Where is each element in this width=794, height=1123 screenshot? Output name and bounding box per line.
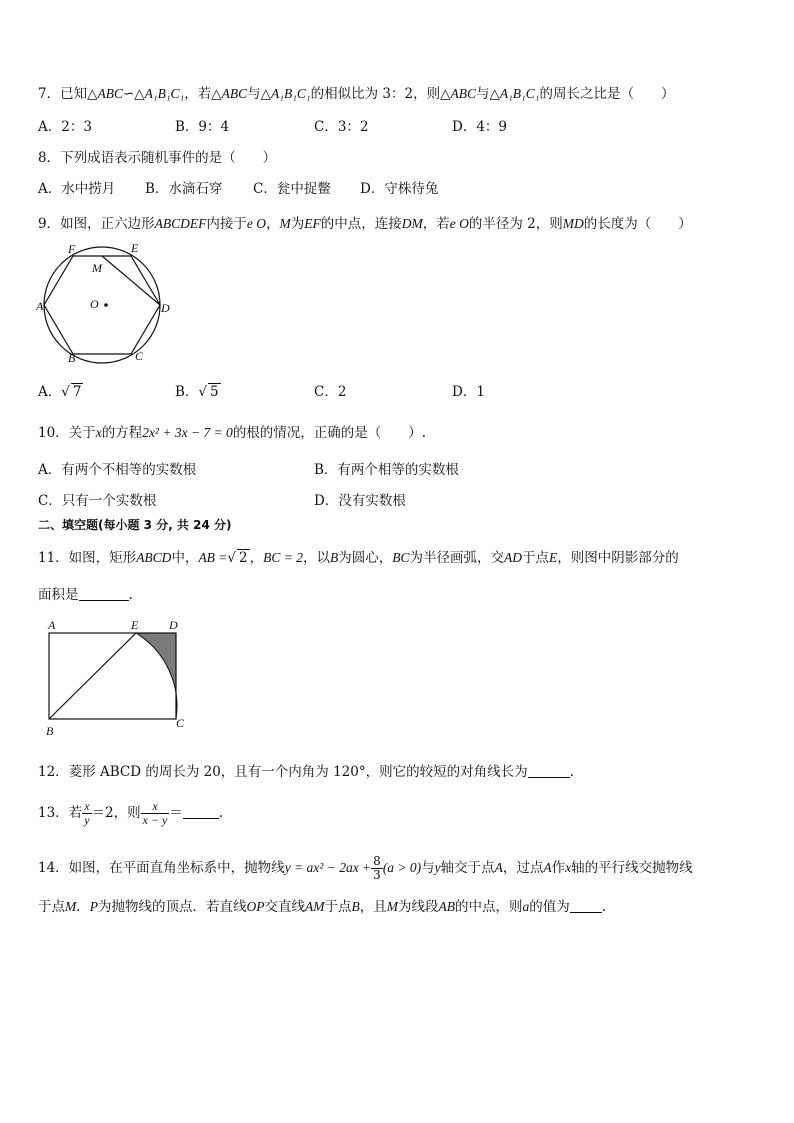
q14-text: 为抛物线的顶点．若直线 <box>98 899 247 915</box>
q13-numerator: x <box>84 799 90 813</box>
q13-fraction-x-over-x-minus-y <box>141 800 170 827</box>
q13-text: 13．若 <box>38 805 83 821</box>
question-14-line2 <box>38 895 606 915</box>
q14-var-y: y <box>434 860 441 875</box>
q7-option-c: C．3：2 <box>314 119 369 135</box>
q9-sqrt-7: 7 <box>72 384 82 400</box>
q10-option-c: C．只有一个实数根 <box>38 493 157 509</box>
q11-text: 为半径画弧，交 <box>409 550 505 566</box>
q7-triangle: △ABC <box>440 86 476 101</box>
q14-line-op: OP <box>246 899 265 914</box>
q14-equation-part1: y = ax² − 2ax + <box>284 860 372 875</box>
q14-fraction-8-3 <box>371 855 383 882</box>
q9-option-a <box>38 380 83 400</box>
q14-text: 于点 <box>38 899 65 915</box>
q14-text: 为线段 <box>398 899 439 915</box>
q9-hexagon-shape <box>44 256 160 354</box>
q8-option-c: C．瓮中捉鳖 <box>253 181 331 197</box>
q9-segment-md-line <box>102 256 160 305</box>
question-9-stem <box>38 212 692 232</box>
q11-text: 中， <box>171 550 199 566</box>
q14-text: 与 <box>421 860 435 876</box>
q14-segment-ab: AB <box>438 899 455 914</box>
q9-sqrt-sign: √ <box>61 384 70 400</box>
q7-triangle: △A₁B₁C₁ <box>489 86 540 101</box>
q9-sqrt-5: 5 <box>210 384 219 400</box>
q14-text: ，且 <box>359 899 387 915</box>
q11-shaded-region <box>136 633 177 719</box>
q11-point-e: E <box>549 550 558 565</box>
question-12-stem <box>38 760 574 780</box>
q9-option-b <box>175 380 221 400</box>
q9-circle: e O <box>449 216 469 231</box>
q10-var-x: x <box>95 425 102 440</box>
q14-text: ，过点 <box>502 860 544 876</box>
q14-point-b: B <box>351 899 360 914</box>
q7-option-d: D．4：9 <box>452 119 508 135</box>
q9-point-m: M <box>279 216 291 231</box>
q13-denominator: y <box>84 813 90 827</box>
q13-text: . <box>218 805 224 821</box>
q12-answer-blank[interactable] <box>528 765 570 778</box>
q14-text: 作 <box>551 860 566 876</box>
q14-text: 交直线 <box>264 899 305 915</box>
q11-label-c: C <box>176 716 185 730</box>
q9-label-b: B <box>68 351 76 365</box>
q14-denominator: 3 <box>373 868 381 882</box>
q9-option-c: C．2 <box>314 384 347 400</box>
q9-center-dot <box>104 303 108 307</box>
q8-option-a: A．水中捞月 <box>38 181 116 197</box>
q14-point-p: P <box>89 899 98 914</box>
q7-text: 的周长之比是（ ） <box>539 86 675 102</box>
q9-label-c: C <box>135 349 144 363</box>
question-8-stem: 8．下列成语表示随机事件的是（ ） <box>38 150 277 166</box>
q9-label-d: D <box>161 301 170 315</box>
question-13-stem <box>38 800 223 827</box>
q14-line-am: AM <box>305 899 325 914</box>
q11-text: ，以 <box>303 550 330 566</box>
q9-text: 的中点，连接 <box>320 216 402 232</box>
q14-equation-part2: (a > 0) <box>382 860 422 875</box>
q11-point-b: B <box>330 550 339 565</box>
q9-label-a: A <box>36 299 44 313</box>
q9-sqrt-sign: √ <box>198 384 208 400</box>
q12-text: 12．菱形 ABCD 的周长为 20，且有一个内角为 120°，则它的较短的对角线长为 <box>38 764 528 780</box>
q9-text: ， <box>265 216 280 232</box>
q11-text: 面积是 <box>38 587 79 603</box>
q11-label-d: D <box>169 618 178 632</box>
q9-hexagon-figure <box>34 240 174 370</box>
q14-text: 的中点，则 <box>455 899 523 915</box>
q11-answer-blank[interactable] <box>79 588 129 601</box>
q10-text: 的根的情况，正确的是（ ）. <box>232 425 427 441</box>
q14-text: 的值为 <box>529 899 570 915</box>
q14-var-a: a <box>522 899 530 914</box>
q11-text: ，则图中阴影部分的 <box>557 550 679 566</box>
question-14-stem <box>38 855 693 882</box>
q11-ab-value: 2 <box>239 550 248 566</box>
q11-label-a: A <box>48 618 56 632</box>
q13-text: ＝ <box>169 805 183 821</box>
q9-circle: e O <box>246 216 266 231</box>
q8-option-b: B．水滴石穿 <box>145 181 223 197</box>
question-7-stem <box>38 82 674 102</box>
q7-option-a: A．2：3 <box>38 119 92 135</box>
q14-text: 14．如图，在平面直角坐标系中，抛物线 <box>38 860 285 876</box>
q7-prefix: 7．已知 <box>38 86 88 102</box>
q10-text: 10．关于 <box>38 425 96 441</box>
q14-text: . <box>601 899 607 915</box>
question-11-stem <box>38 546 679 566</box>
q9-text: 为 <box>290 216 305 232</box>
q14-text: 轴交于点 <box>440 860 495 876</box>
q9-segment-md: MD <box>562 216 584 231</box>
q7-text: 的相似比为 3：2，则 <box>310 86 441 102</box>
q9-text: 的长度为（ ） <box>583 216 692 232</box>
q11-segment-be <box>49 633 136 719</box>
q11-ab: AB = <box>198 550 228 565</box>
q9-option-d: D．1 <box>452 384 485 400</box>
q12-text: . <box>569 764 574 780</box>
q11-label-e: E <box>131 618 139 632</box>
q14-text: ． <box>76 899 90 915</box>
q11-sqrt-sign: √ <box>227 550 237 566</box>
q14-point-m: M <box>386 899 398 914</box>
q11-text: 于点 <box>522 550 550 566</box>
q9-hexagon: ABCDEF <box>154 216 207 231</box>
q13-fraction-x-over-y <box>82 800 91 827</box>
question-10-stem <box>38 421 426 441</box>
q9-segment-ef: EF <box>304 216 321 231</box>
q7-triangle: △A₁B₁C₁ <box>260 86 311 101</box>
q9-label-f: F <box>68 242 76 256</box>
q10-equation: 2x² + 3x − 7 = 0 <box>142 425 233 440</box>
q9-text: 9．如图，正六边形 <box>38 216 155 232</box>
q10-text: 的方程 <box>101 425 143 441</box>
q9-label-m: M <box>92 261 102 275</box>
q13-denominator: x − y <box>142 813 168 827</box>
q7-similarity: △ABC∽△A₁B₁C₁ <box>87 86 185 101</box>
q9-circle-o <box>44 247 160 363</box>
q7-triangle: △ABC <box>211 86 248 101</box>
q14-point-a: A <box>543 860 552 875</box>
q8-option-d: D．守株待兔 <box>360 181 439 197</box>
q7-text: 与 <box>475 86 490 102</box>
q11-text: ， <box>249 550 264 566</box>
q9-option-b-label: B． <box>175 384 199 400</box>
q10-option-d: D．没有实数根 <box>314 493 406 509</box>
q14-var-x: x <box>565 860 572 875</box>
q11-text: 为圆心， <box>338 550 393 566</box>
q13-answer-blank[interactable] <box>183 806 219 819</box>
section-fill-in-title: 二、填空题(每小题 3 分, 共 24 分) <box>38 518 232 532</box>
q14-point-a: A <box>494 860 503 875</box>
q7-text: 与 <box>247 86 261 102</box>
q14-text: 于点 <box>324 899 352 915</box>
q11-text: 11．如图，矩形 <box>38 550 137 566</box>
q11-rectangle-figure <box>40 618 200 740</box>
q14-point-m: M <box>65 899 77 914</box>
q9-text: 内接于 <box>206 216 247 232</box>
q11-segment-ad: AD <box>504 550 523 565</box>
q14-text: 轴的平行线交抛物线 <box>571 860 693 876</box>
q10-option-b: B．有两个相等的实数根 <box>314 462 459 478</box>
q14-numerator: 8 <box>373 854 381 868</box>
q11-text: . <box>128 587 133 603</box>
q11-label-b: B <box>46 724 54 738</box>
q14-answer-blank[interactable] <box>570 900 602 913</box>
q11-rectangle: ABCD <box>136 550 172 565</box>
q11-segment-bc: BC <box>392 550 410 565</box>
q7-text: ，若 <box>184 86 212 102</box>
question-11-line2 <box>38 583 133 603</box>
q9-segment-dm: DM <box>401 216 423 231</box>
q9-option-a-label: A． <box>38 384 62 400</box>
q9-text: ，若 <box>422 216 450 232</box>
q9-text: 的半径为 2，则 <box>468 216 563 232</box>
q9-label-e: E <box>131 241 139 255</box>
q9-label-o: O <box>90 297 99 311</box>
q10-option-a: A．有两个不相等的实数根 <box>38 462 197 478</box>
q13-numerator: x <box>141 800 170 814</box>
q11-bc: BC = 2 <box>263 550 303 565</box>
q7-option-b: B．9：4 <box>175 119 230 135</box>
q13-text: ＝2，则 <box>91 805 141 821</box>
